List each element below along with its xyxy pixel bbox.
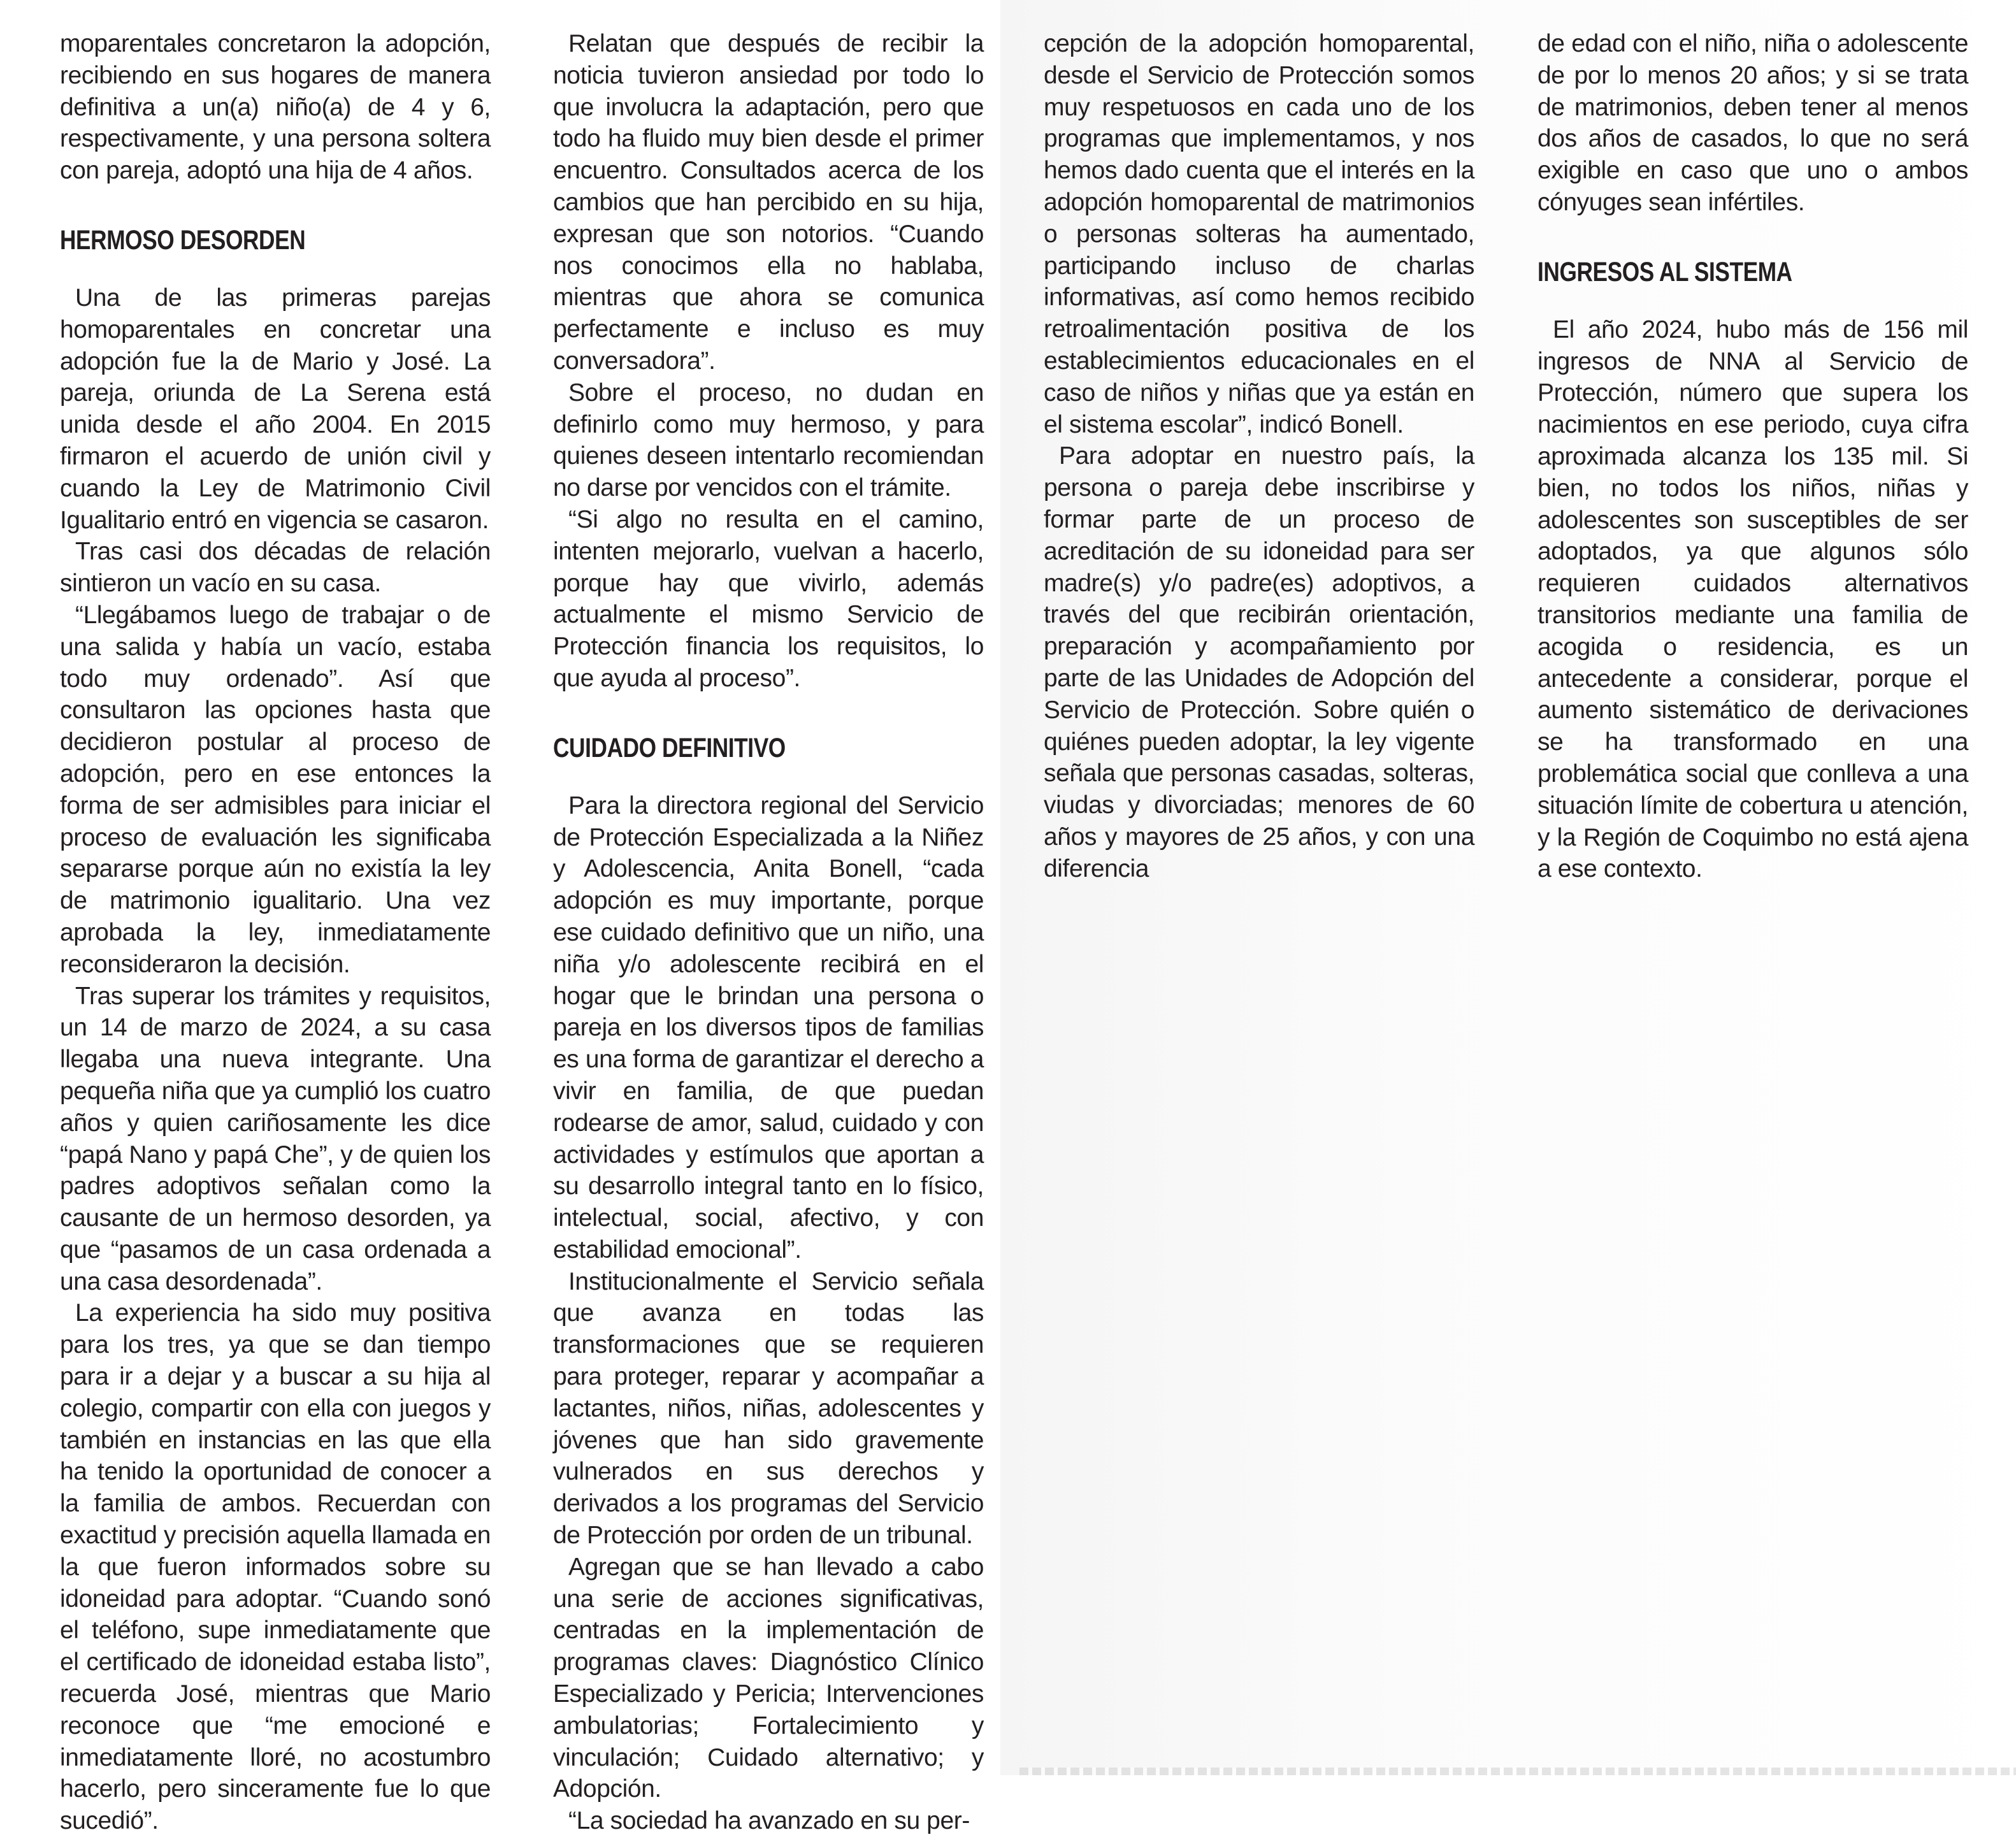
section-heading-ingresos-al-sistema: INGRESOS AL SISTEMA [1537,256,1792,287]
paragraph: “Si algo no resulta en el camino, intenten mejorarlo, vuelvan a hacerlo, porque hay que vivirlo, además actualmente el mismo Servicio de Protección financia los requisitos, lo que ayuda al proceso”. [553,505,984,692]
paragraph: Una de las primeras parejas homoparentales en concretar una adopción fue la de Mario y José. La pareja, oriunda de La Serena está unida desde el año 2004. En 2015 firmaron el acuerdo de unión civil y cuando la Ley de Matrimonio Civil Igualitario entró en vigencia se casaron. [60,284,491,534]
paragraph: Sobre el proceso, no dudan en definirlo como muy hermoso, y para quienes deseen intentarlo recomiendan no darse por vencidos con el trámite. [553,378,984,502]
paragraph: “La sociedad ha avanzado en su per- [568,1807,970,1835]
article-column-1 [60,28,491,1837]
paragraph: El año 2024, hubo más de 156 mil ingresos de NNA al Servicio de Protección, número que supera los nacimientos en ese periodo, cuya cifra aproximada alcanza los 135 mil. Si bien, no todos los niños, niñas y adolescentes son susceptibles de ser adoptados, ya que algunos sólo requieren cuidados alternativos transitorios mediante una familia de acogida o residencia, es un antecedente a considerar, porque el aumento sistemático de derivaciones se ha transformado en una problemática social que conlleva a una situación límite de cobertura u atención, y la Región de Coquimbo no está ajena a ese contexto. [1537,315,1968,883]
article-column-3 [1044,28,1474,885]
paragraph: “Llegábamos luego de trabajar o de una salida y había un vacío, estaba todo muy ordenado”. Así que consultaron las opciones hasta que decidieron postular al proceso de adopción, pero en ese entonces la forma de ser admisibles para iniciar el proceso de evaluación les significaba separarse porque aún no existía la ley de matrimonio igualitario. Una vez aprobada la ley, inmediatamente reconsideraron la decisión. [60,601,491,978]
article-column-4 [1537,28,1968,885]
section-heading-cuidado-definitivo: CUIDADO DEFINITIVO [553,732,786,763]
paragraph: Relatan que después de recibir la noticia tuvieron ansiedad por todo lo que involucra la adaptación, pero que todo ha fluido muy bien desde el primer encuentro. Consultados acerca de los cambios que han percibido en su hija, expresan que son notorios. “Cuando nos conocimos ella no hablaba, mientras que ahora se comunica perfectamente e incluso es muy conversadora”. [553,30,984,375]
paragraph: Tras casi dos décadas de relación sintieron un vacío en su casa. [60,538,491,598]
paragraph: Para adoptar en nuestro país, la persona o pareja debe inscribirse y formar parte de un proceso de acreditación de su idoneidad para ser madre(s) y/o padre(es) adoptivos, a través del que recibirán orientación, preparación y acompañamiento por parte de las Unidades de Adopción del Servicio de Protección. Sobre quién o quiénes pueden adoptar, la ley vigente señala que personas casadas, solteras, viudas y divorciadas; menores de 60 años y mayores de 25 años, y con una diferencia [1044,442,1474,882]
cut-off-footer-strip [1019,1768,2016,1775]
paragraph: Institucionalmente el Servicio señala que avanza en todas las transformaciones que se requieren para proteger, reparar y acompañar a lactantes, niños, niñas, adolescentes y jóvenes que han sido gravemente vulnerados en sus derechos y derivados a los programas del Servicio de Protección por orden de un tribunal. [553,1267,984,1550]
paragraph: Tras superar los trámites y requisitos, un 14 de marzo de 2024, a su casa llegaba una nueva integrante. Una pequeña niña que ya cumplió los cuatro años y quien cariñosamente les dice “papá Nano y papá Che”, y de quien los padres adoptivos señalan como la causante de un hermoso desorden, ya que “pasamos de un casa ordenada a una casa desordenada”. [60,982,491,1295]
section-heading-hermoso-desorden: HERMOSO DESORDEN [60,224,306,256]
paragraph: Agregan que se han llevado a cabo una serie de acciones significativas, centradas en la implementación de programas claves: Diagnóstico Clínico Especializado y Pericia; Intervenciones ambulatorias; Fortalecimiento y vinculación; Cuidado alternativo; y Adopción. [553,1553,984,1803]
paragraph-continuation: moparentales concretaron la adopción, recibiendo en sus hogares de manera definitiva a un(a) niño(a) de 4 y 6, respectivamente, y una persona soltera con pareja, adoptó una hija de 4 años. [60,30,491,185]
paragraph-continuation: de edad con el niño, niña o adolescente de por lo menos 20 años; y si se trata de matrimonios, deben tener al menos dos años de casados, lo que no será exigible en caso que uno o ambos cónyuges sean infértiles. [1537,30,1968,216]
article-column-2 [553,28,984,1837]
paragraph-continuation: cepción de la adopción homoparental, desde el Servicio de Protección somos muy respetuosos en cada uno de los programas que implementamos, y nos hemos dado cuenta que el interés en la adopción homoparental de matrimonios o personas solteras ha aumentado, participando incluso de charlas informativas, así como hemos recibido retroalimentación positiva de los establecimientos educacionales en el caso de niños y niñas que ya están en el sistema escolar”, indicó Bonell. [1044,30,1474,438]
paragraph: La experiencia ha sido muy positiva para los tres, ya que se dan tiempo para ir a dejar y a buscar a su hija al colegio, compartir con ella con juegos y también en instancias en las que ella ha tenido la oportunidad de conocer a la familia de ambos. Recuerdan con exactitud y precisión aquella llamada en la que fueron informados sobre su idoneidad para adoptar. “Cuando sonó el teléfono, supe inmediatamente que el certificado de idoneidad estaba listo”, recuerda José, mientras que Mario reconoce que “me emocioné e inmediatamente lloré, no acostumbro hacerlo, pero sinceramente fue lo que sucedió”. [60,1299,491,1835]
paragraph: Para la directora regional del Servicio de Protección Especializada a la Niñez y Adolescencia, Anita Bonell, “cada adopción es muy importante, porque ese cuidado definitivo que un niño, una niña y/o adolescente recibirá en el hogar que le brindan una persona o pareja en los diversos tipos de familias es una forma de garantizar el derecho a vivir en familia, de que puedan rodearse de amor, salud, cuidado y con actividades y estímulos que aportan a su desarrollo integral tanto en lo físico, intelectual, social, afectivo, y con estabilidad emocional”. [553,791,984,1264]
